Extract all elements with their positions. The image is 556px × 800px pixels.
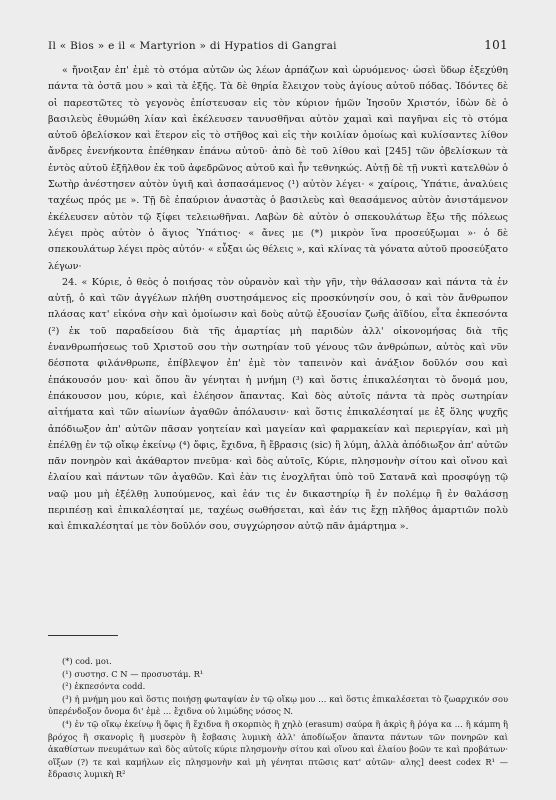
footnote-rule (48, 635, 118, 636)
footnote-2: (²) ἐκπεσόντα codd. (62, 681, 146, 692)
footnote-star: (*) cod. μοι. (62, 656, 112, 666)
running-title: Il « Bios » e il « Martyrion » di Hypatios di Gangrai (48, 40, 337, 52)
running-header (48, 38, 508, 52)
main-text (48, 63, 508, 536)
footnote-3: (³) ἡ μνήμη μου καὶ ὅστις ποιήσῃ φωταψίαν ἐν τῷ οἴκῳ μου … καὶ ὅστις ἐπικαλέσεται τὸ ζωαρχικόν σου ὑπερένδοξον ὄνομα δι' ἐμὲ … ἔχιδνα οὐ λιμώδης νόσος N. (48, 693, 508, 717)
paragraph-2: 24. « Κύριε, ὁ θεὸς ὁ ποιήσας τὸν οὐρανὸν καὶ τὴν γῆν, τὴν θάλασσαν καὶ πάντα τὰ ἐν αὐτῇ, ὁ καὶ τῶν ἀγγέλων πλήθη συστησάμενος εἰς προσκύνησίν σου, ὁ καὶ τὸν ἄνθρωπον πλάσας κατ' εἰκόνα σὴν καὶ ὁμοίωσιν καὶ δοὺς αὐτῷ ἐξουσίαν ζωῆς ἀϊδίου, εἶτα ἐκπεσόντα (²) ἐκ τοῦ παραδείσου διὰ τῆς ἁμαρτίας μὴ παριδὼν ἀλλ' οἰκονομήσας διὰ τῆς ἐνανθρωπήσεως τοῦ Χριστοῦ σου τὴν σωτηρίαν τοῦ γένους τῶν ἀνθρώπων, αὐτὸς καὶ νῦν δέσποτα φιλάνθρωπε, ἐπίβλεψον ἐπ' ἐμὲ τὸν ταπεινὸν καὶ ἀνάξιον δοῦλόν σου καὶ ἐπάκουσόν μου· καὶ ὅπου ἂν γένηται ἡ μνήμη (³) καὶ ὅστις ἐπικαλέσηται τὸ ὄνομά μου, ἐπάκουσον μου, κύριε, καὶ ἐλέησον ἅπαντας. Καὶ δὸς αὐτοῖς πάντα τὰ πρὸς σωτηρίαν αἰτήματα καὶ τῶν αἰωνίων ἀγαθῶν ἀπόλαυσιν· καὶ ὅστις ἐπικαλέσηταί με ἐξ ὅλης ψυχῆς ἀπόδιωξον ἀπ' αὐτῶν πᾶσαν γοητείαν καὶ μαγείαν καὶ φαρμακείαν καὶ περιεργίαν, καὶ μὴ ἐπέλθῃ ἐν τῷ οἴκῳ ἐκείνῳ (⁴) ὄφις, ἔχιδνα, ἢ ἔβρασις (sic) ἢ λύμη, ἀλλὰ ἀπόδιωξον ἀπ' αὐτῶν πᾶν πονηρὸν καὶ ἀκάθαρτον πνεῦμα· καὶ δὸς αὐτοῖς, Κύριε, πλησμονὴν σίτου καὶ οἴνου καὶ ἐλαίου καὶ πάντων τῶν ἀγαθῶν. Καὶ ἐὰν τις ἐνοχλῆται ὑπὸ τοῦ Σατανᾶ καὶ προσφύγῃ τῷ ναῷ μου μὴ ἐξέλθῃ λυπούμενος, καὶ ἐάν τις ἐν δικαστηρίῳ ἢ ἐν πολέμῳ ἢ ἐν θαλάσσῃ περιπέσῃ καὶ ἐπικαλέσηταί με, ταχέως σωθήσεται, καὶ ἐάν τις ἔχῃ πλῆθος ἁμαρτιῶν πολὺ καὶ ἐπικαλέσηταί με τὸν δοῦλόν σου, συγχώρησον αὐτῷ πᾶν ἁμάρτημα ». (48, 276, 508, 533)
footnotes (48, 655, 508, 781)
page-number: 101 (484, 38, 508, 52)
paragraph-1: « ἤνοιξαν ἐπ' ἐμὲ τὸ στόμα αὐτῶν ὡς λέων ἁρπάζων καὶ ὠρυόμενος· ὡσεὶ ὕδωρ ἐξεχύθη πάντα τὰ ὀστᾶ μου » καὶ τὰ ἑξῆς. Τὰ δὲ θηρία ἔλειχον τοὺς ἁγίους αὐτοῦ πόδας. Ἰδόντες δὲ οἱ παρεστῶτες τὸ γεγονὸς ἐπίστευσαν εἰς τὸν κύριον ἡμῶν Ἰησοῦν Χριστόν, ἰδὼν δὲ ὁ βασιλεὺς ἐθυμώθη λίαν καὶ ἐκέλευσεν τανυσθῆναι αὐτὸν χαμαὶ καὶ παγῆναι εἰς τὸ στόμα αὐτοῦ ὀβελίσκον καὶ ἕτερον εἰς τὸ στῆθος καὶ εἰς τὴν κοιλίαν ὁμοίως καὶ κυλίσαντες λίθον ἄνδρες ἐνενήκοντα ἐπέθηκαν ἐπάνω αὐτοῦ· ἀπὸ δὲ τοῦ λίθου καὶ [245] τῶν ὀβελίσκων τὰ ἐντὸς αὐτοῦ ἐξῆλθον ἐκ τοῦ ἀφεδρῶνος αὐτοῦ καὶ ἦν τεθνηκώς. Αὐτῇ δὲ τῇ νυκτὶ κατελθὼν ὁ Σωτὴρ ἀνέστησεν αὐτὸν ὑγιῆ καὶ ἀσπασάμενος (¹) αὐτὸν λέγει· « χαίροις, Ὑπάτιε, ἀναλύεις ταχέως πρός με ». Τῇ δὲ ἐπαύριον ἀναστὰς ὁ βασιλεὺς καὶ θεασάμενος αὐτὸν ἀνιστάμενον ἐκέλευσεν αὐτὸν τῷ ξίφει τελειωθῆναι. Λαβὼν δὲ αὐτὸν ὁ σπεκουλάτωρ ἔξω τῆς πόλεως λέγει πρὸς αὐτὸν ὁ ἅγιος Ὑπάτιος· « ἄνες με (*) μικρὸν ἵνα προσεύξωμαι »· ὁ δὲ σπεκουλάτωρ λέγει πρὸς αὐτόν· « εὖξαι ὡς θέλεις », καὶ κλίνας τὰ γόνατα αὐτοῦ προσεύξατο λέγων· (48, 65, 508, 272)
footnote-1: (¹) συστησ. C N — προσυστάμ. R¹ (62, 668, 204, 679)
footnote-4: (⁴) ἐν τῷ οἴκῳ ἐκείνῳ ἢ ὄφις ἢ ἔχιδνα ἢ σκορπιὸς ἢ χηλὸ (erasum) σαύρα ἢ ἀκρὶς ἢ ῥόγα κα … ἢ κάμπη ἢ βρόχος ἢ σκανορὶς ἢ μυσερὸν ἢ ἔσβασις λυμικὴ ἀλλ' ἀποδίωξον ἅπαντα πάντων τῶν πονηρῶν καὶ ἀκαθίστων πνευμάτων καὶ δὸς αὐτοῖς κύριε πλησμονὴν σίτου καὶ οἴνου καὶ ἐλαίου βοῶν τε καὶ προβάτων· οἴξων (?) τε καὶ καμήλων εἰς πλησμονὴν καὶ μὴ γένηται πτῶσις κατ' αὐτῶν· αλης] deest codex R¹ — ἔδρασις λυμικὴ R² (48, 718, 508, 780)
